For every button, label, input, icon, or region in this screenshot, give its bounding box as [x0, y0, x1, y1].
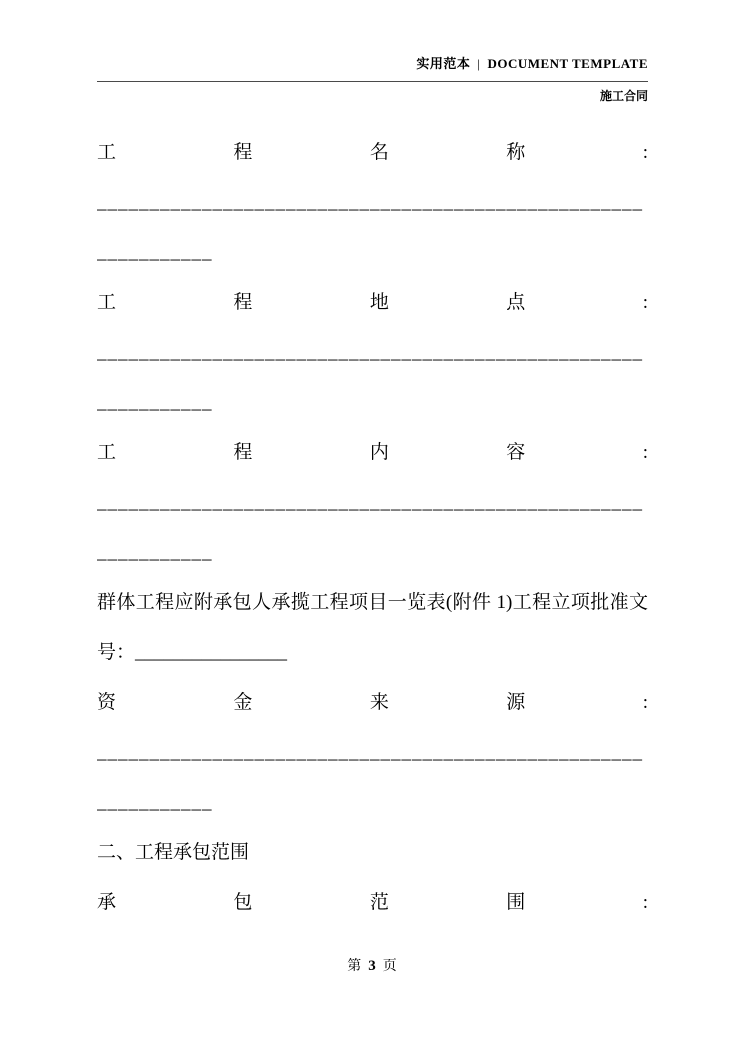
page-header [97, 0, 648, 104]
brand-en: DOCUMENT TEMPLATE [487, 56, 648, 71]
brand-separator: | [477, 56, 481, 71]
blank-line-short: ___________ [97, 542, 213, 563]
blank-line-full: ____________________________________________________ [97, 492, 643, 513]
attachment-note-paragraph: 群体工程应附承包人承揽工程项目一览表(附件 1)工程立项批准文号：________________ [97, 592, 648, 663]
blank-line-full: ____________________________________________________ [97, 342, 643, 363]
blank-line-short: ___________ [97, 392, 213, 413]
field-label: 工 程 名 称 : [97, 142, 648, 163]
blank-line-short: ___________ [97, 792, 213, 813]
blank-line-full: ____________________________________________________ [97, 742, 643, 763]
document-body [97, 128, 648, 928]
field-project-content [97, 428, 648, 578]
section-heading-contract-scope: 二、工程承包范围 [97, 842, 250, 863]
field-contract-scope-label: 承 包 范 围 : [97, 892, 648, 913]
field-project-name [97, 128, 648, 278]
field-project-location [97, 278, 648, 428]
header-divider-line [97, 81, 648, 82]
blank-line-short: ___________ [97, 242, 213, 263]
page-number-prefix: 第 [347, 959, 362, 974]
page-footer [0, 955, 744, 975]
blank-line-full: ____________________________________________________ [97, 192, 643, 213]
field-label: 工 程 地 点 : [97, 292, 648, 313]
page-number-suffix: 页 [382, 959, 397, 974]
brand-line [97, 0, 648, 72]
page-number: 3 [368, 958, 376, 974]
field-funding-source [97, 678, 648, 828]
brand-cn: 实用范本 [416, 56, 471, 71]
field-label: 资 金 来 源 : [97, 692, 648, 713]
doc-type-label: 施工合同 [599, 89, 648, 103]
field-label: 工 程 内 容 : [97, 442, 648, 463]
